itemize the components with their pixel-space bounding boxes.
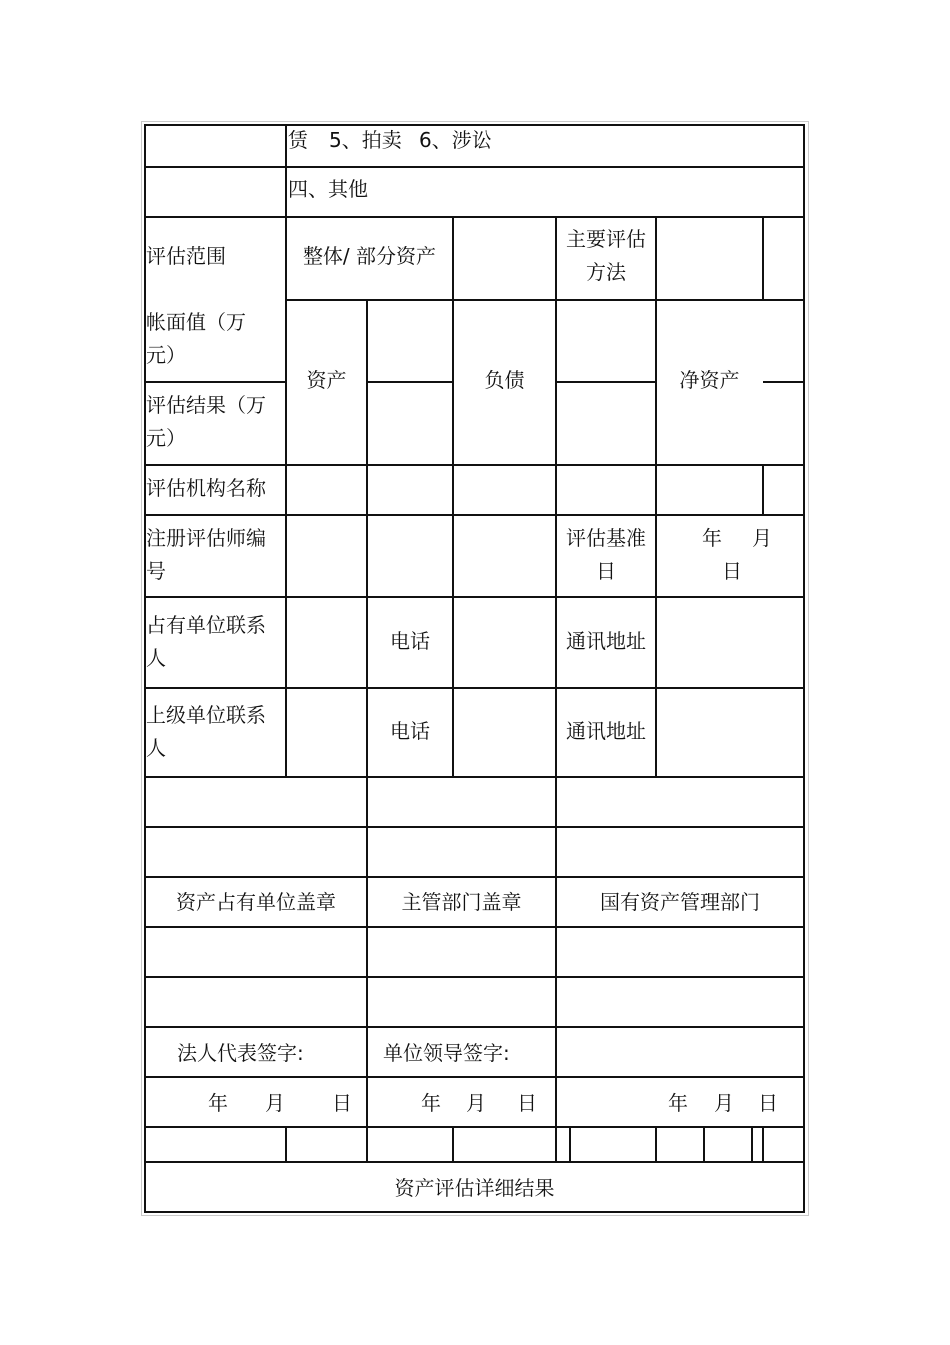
state-asset-dept-label: 国有资产管理部门 bbox=[600, 890, 760, 914]
rule-line bbox=[144, 1026, 805, 1028]
book-value-label-line2: 元） bbox=[146, 343, 186, 367]
rule-line bbox=[144, 381, 287, 383]
rule-line bbox=[555, 216, 557, 778]
base-date-label-line1: 评估基准 bbox=[566, 526, 646, 550]
rule-line bbox=[751, 1126, 753, 1163]
rule-line bbox=[803, 124, 805, 1213]
rule-line bbox=[144, 464, 805, 466]
method-label-line1: 主要评估 bbox=[566, 227, 646, 251]
rule-line bbox=[452, 216, 454, 778]
rule-line bbox=[144, 1126, 805, 1128]
appraiser-no-label-line2: 号 bbox=[146, 559, 166, 583]
superior-phone-label: 电话 bbox=[390, 719, 430, 743]
rule-line bbox=[144, 514, 805, 516]
rule-line bbox=[763, 381, 805, 383]
sign-date-2-year: 年 bbox=[421, 1091, 441, 1115]
rule-line bbox=[144, 976, 805, 978]
net-assets-label: 净资产 bbox=[679, 368, 740, 392]
superior-address-label: 通讯地址 bbox=[566, 719, 646, 743]
option-other: 四、其他 bbox=[288, 177, 368, 201]
rule-line bbox=[655, 1126, 657, 1163]
sign-date-2-month: 月 bbox=[466, 1091, 486, 1115]
book-value-label-line1: 帐面值（万 bbox=[146, 310, 246, 334]
rule-line bbox=[452, 1126, 454, 1163]
rule-line bbox=[762, 216, 764, 300]
rule-line bbox=[655, 216, 657, 778]
rule-line bbox=[144, 1161, 805, 1163]
rule-line bbox=[144, 596, 805, 598]
eval-result-label-line2: 元） bbox=[146, 426, 186, 450]
occupant-contact-label-line2: 人 bbox=[146, 646, 166, 670]
scope-value: 整体/ 部分资产 bbox=[302, 244, 437, 268]
sign-date-3-day: 日 bbox=[758, 1091, 778, 1115]
method-label-line2: 方法 bbox=[586, 260, 626, 284]
rule-line bbox=[144, 166, 805, 168]
base-date-day: 日 bbox=[722, 559, 742, 583]
rule-line bbox=[144, 216, 805, 218]
option-auction: 5、拍卖 bbox=[329, 128, 402, 152]
unit-leader-signature-label: 单位领导签字: bbox=[383, 1041, 510, 1065]
sign-date-1-year: 年 bbox=[208, 1091, 228, 1115]
liabilities-label: 负债 bbox=[484, 368, 525, 392]
rule-line bbox=[144, 687, 805, 689]
eval-result-label-line1: 评估结果（万 bbox=[146, 393, 266, 417]
rule-line bbox=[285, 1126, 287, 1163]
rule-line bbox=[144, 1211, 805, 1213]
dept-seal-label: 主管部门盖章 bbox=[401, 890, 522, 914]
occupant-address-label: 通讯地址 bbox=[566, 629, 646, 653]
base-date-year: 年 bbox=[702, 526, 722, 550]
detail-results-title: 资产评估详细结果 bbox=[394, 1176, 555, 1200]
rule-line bbox=[144, 876, 805, 878]
sign-date-3-month: 月 bbox=[714, 1091, 734, 1115]
base-date-month: 月 bbox=[752, 526, 772, 550]
appraiser-no-label-line1: 注册评估师编 bbox=[146, 526, 266, 550]
legal-rep-signature-label: 法人代表签字: bbox=[177, 1041, 304, 1065]
rule-line bbox=[556, 381, 657, 383]
scope-label: 评估范围 bbox=[146, 244, 226, 268]
sign-date-2-day: 日 bbox=[517, 1091, 537, 1115]
rule-line bbox=[144, 826, 805, 828]
occupant-seal-label: 资产占有单位盖章 bbox=[176, 890, 336, 914]
superior-contact-label-line1: 上级单位联系 bbox=[146, 703, 266, 727]
rule-line bbox=[144, 926, 805, 928]
rule-line bbox=[144, 1076, 805, 1078]
base-date-label-line2: 日 bbox=[596, 559, 616, 583]
assets-label: 资产 bbox=[306, 368, 347, 392]
option-litigation: 6、涉讼 bbox=[419, 128, 492, 152]
sign-date-3-year: 年 bbox=[668, 1091, 688, 1115]
occupant-phone-label: 电话 bbox=[390, 629, 430, 653]
rule-line bbox=[285, 124, 287, 778]
rule-line bbox=[703, 1126, 705, 1163]
rule-line bbox=[366, 299, 368, 778]
sign-date-1-day: 日 bbox=[332, 1091, 352, 1115]
rule-line bbox=[144, 776, 805, 778]
rule-line bbox=[367, 381, 454, 383]
rule-line bbox=[762, 464, 764, 516]
rule-line bbox=[366, 776, 368, 1163]
option-lease-tail: 赁 bbox=[288, 128, 308, 152]
rule-line bbox=[555, 776, 557, 1163]
occupant-contact-label-line1: 占有单位联系 bbox=[146, 613, 266, 637]
sign-date-1-month: 月 bbox=[265, 1091, 285, 1115]
superior-contact-label-line2: 人 bbox=[146, 736, 166, 760]
rule-line bbox=[569, 1126, 571, 1163]
rule-line bbox=[762, 1126, 764, 1163]
agency-name-label: 评估机构名称 bbox=[146, 476, 266, 500]
rule-line bbox=[286, 299, 805, 301]
